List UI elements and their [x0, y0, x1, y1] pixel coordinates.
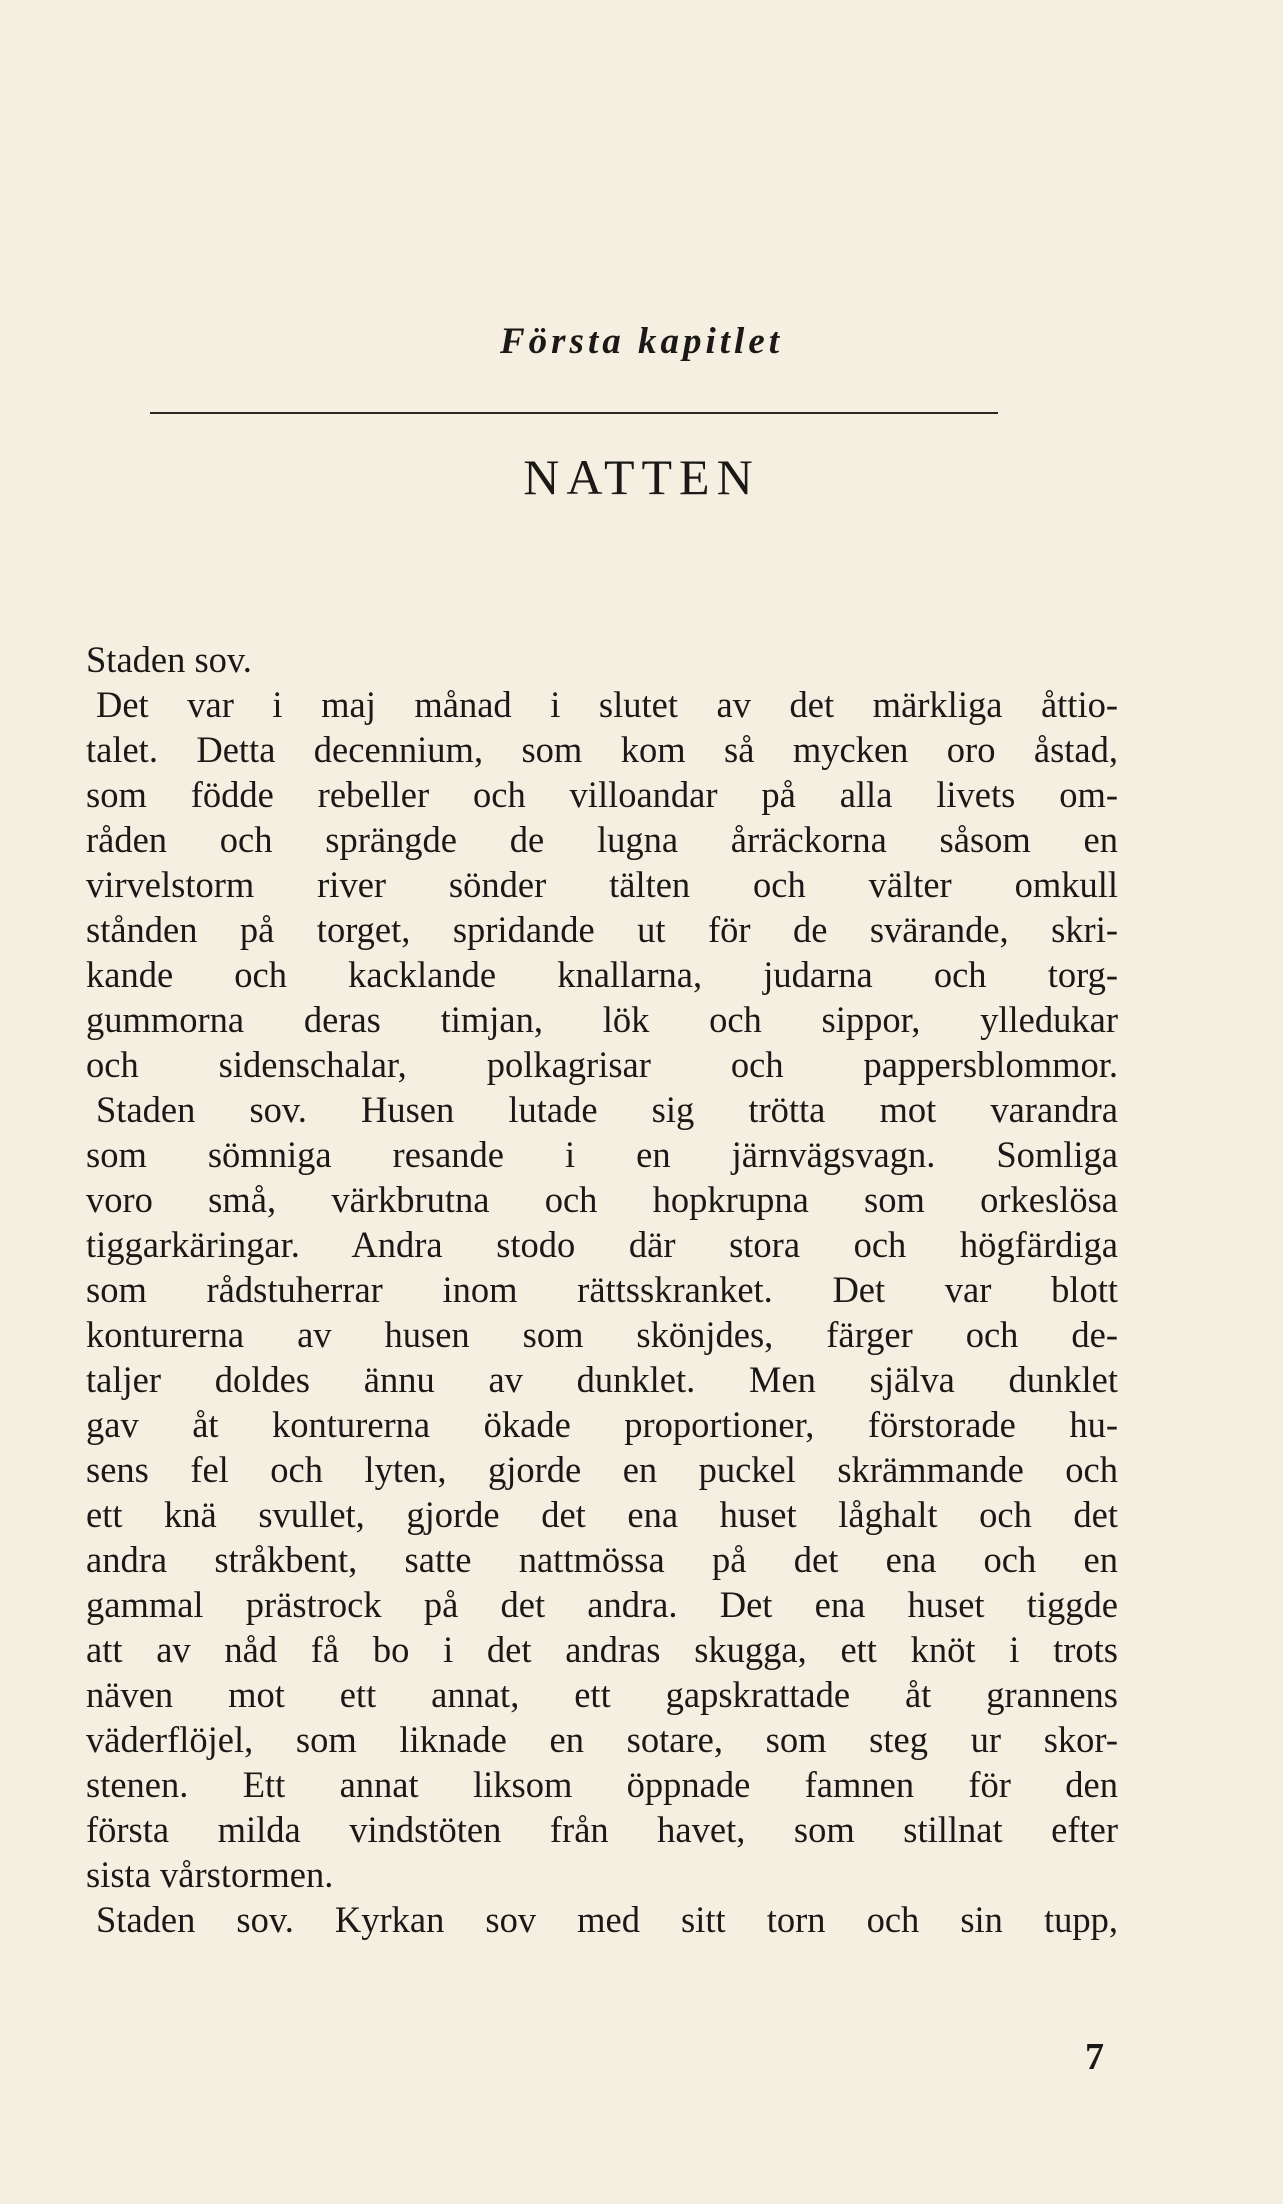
text-line: voro små, värkbrutna och hopkrupna som orkeslösa: [86, 1179, 1118, 1220]
text-line: första milda vindstöten från havet, som stillnat efter: [86, 1809, 1118, 1850]
text-line: taljer doldes ännu av dunklet. Men själva dunklet: [86, 1359, 1118, 1400]
text-line: stenen. Ett annat liksom öppnade famnen för den: [86, 1764, 1118, 1805]
text-line: råden och sprängde de lugna årräckorna såsom en: [86, 819, 1118, 860]
text-line: gummorna deras timjan, lök och sippor, ylledukar: [86, 999, 1118, 1040]
text-line: gav åt konturerna ökade proportioner, förstorade hu-: [86, 1404, 1118, 1445]
chapter-label: Första kapitlet: [499, 321, 784, 362]
text-line: Staden sov. Kyrkan sov med sitt torn och sin tupp,: [96, 1899, 1118, 1940]
text-line: väderflöjel, som liknade en sotare, som steg ur skor-: [86, 1719, 1118, 1760]
text-line: att av nåd få bo i det andras skugga, ett knöt i trots: [86, 1629, 1118, 1670]
text-line: konturerna av husen som skönjdes, färger och de-: [86, 1314, 1118, 1355]
text-line: virvelstorm river sönder tälten och välter omkull: [86, 864, 1118, 905]
title-rule: [150, 412, 998, 414]
text-line: stånden på torget, spridande ut för de svärande, skri-: [86, 909, 1118, 950]
body-text: [86, 637, 1118, 1942]
text-line: som sömniga resande i en järnvägsvagn. Somliga: [86, 1134, 1118, 1175]
text-line: som födde rebeller och villoandar på alla livets om-: [86, 774, 1118, 815]
text-line: och sidenschalar, polkagrisar och pappersblommor.: [86, 1044, 1118, 1085]
text-line: sens fel och lyten, gjorde en puckel skrämmande och: [86, 1449, 1118, 1490]
chapter-title: NATTEN: [523, 449, 760, 505]
text-line: gammal prästrock på det andra. Det ena huset tiggde: [86, 1584, 1118, 1625]
text-line: kande och kacklande knallarna, judarna och torg-: [86, 954, 1118, 995]
text-line: talet. Detta decennium, som kom så mycken oro åstad,: [86, 729, 1118, 770]
text-line: Staden sov. Husen lutade sig trötta mot varandra: [96, 1089, 1118, 1130]
text-line: som rådstuherrar inom rättsskranket. Det var blott: [86, 1269, 1118, 1310]
text-line: ett knä svullet, gjorde det ena huset låghalt och det: [86, 1494, 1118, 1535]
text-line: andra stråkbent, satte nattmössa på det ena och en: [86, 1539, 1118, 1580]
text-line: Det var i maj månad i slutet av det märkliga åttio-: [96, 684, 1118, 725]
text-line: Staden sov.: [86, 639, 252, 680]
page-number: 7: [1085, 2036, 1104, 2078]
text-line: näven mot ett annat, ett gapskrattade åt grannens: [86, 1674, 1118, 1715]
text-line: sista vårstormen.: [86, 1854, 334, 1895]
text-line: tiggarkäringar. Andra stodo där stora och högfärdiga: [86, 1224, 1118, 1265]
